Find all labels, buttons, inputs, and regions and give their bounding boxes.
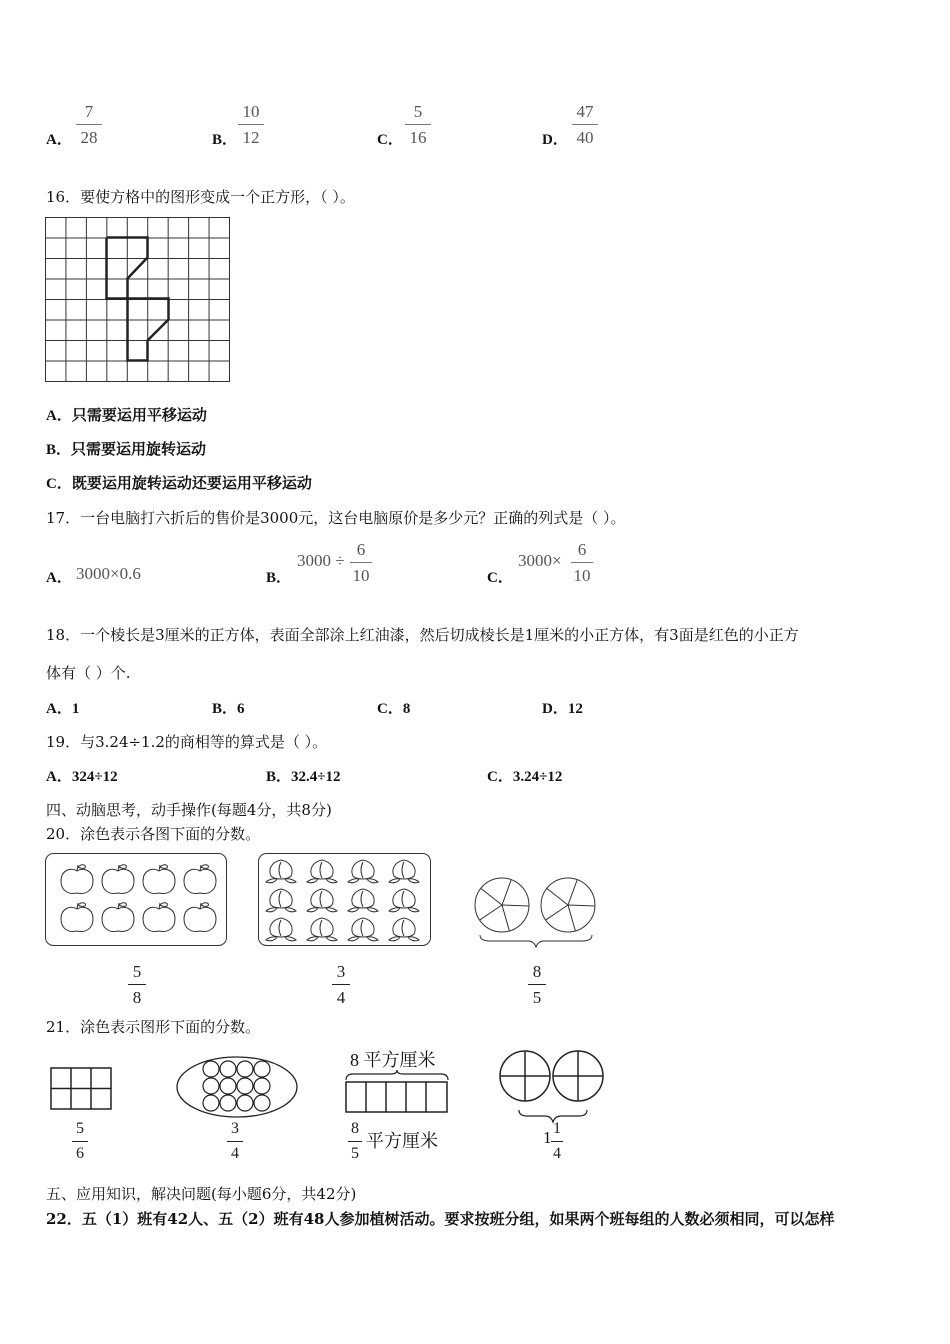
q21-circles-figure[interactable] [499, 1050, 607, 1128]
q19-option-c[interactable]: C．3.24÷12 [487, 769, 563, 785]
apple-icon [143, 903, 175, 932]
q18-stem-line1: 18．一个棱长是3厘米的正方体，表面全部涂上红油漆，然后切成棱长是1厘米的小正方体，有3面是红色的小正方 [46, 626, 799, 644]
q17-option-a-expr: 3000×0.6 [76, 564, 141, 583]
apple-icon [143, 865, 175, 894]
q20-circles-figure[interactable] [470, 877, 600, 955]
q21-fraction-4 [551, 1121, 563, 1162]
pie-icon [541, 878, 595, 932]
pie-icon [475, 878, 529, 932]
q16-option-c[interactable]: C．既要运用旋转运动还要运用平移运动 [46, 476, 312, 492]
peach-icon [266, 918, 296, 941]
small-circle [220, 1078, 236, 1094]
brace-top [346, 1070, 448, 1080]
numerator: 10 [242, 102, 260, 121]
small-circle [203, 1078, 219, 1094]
q16-shape [107, 238, 169, 361]
q16-option-a[interactable]: A．只需要运用平移运动 [46, 408, 207, 424]
denominator: 16 [409, 128, 427, 147]
peach-icon [389, 889, 419, 912]
small-circle [237, 1078, 253, 1094]
section-4-title: 四、动脑思考，动手操作(每题4分，共8分) [46, 801, 332, 819]
q20-fraction-2 [332, 963, 350, 1006]
peach-icon [348, 889, 378, 912]
q18-option-c[interactable]: C．8 [377, 701, 411, 717]
peach-icon [307, 918, 337, 941]
q15-option-d-fraction [572, 103, 598, 146]
small-circle [203, 1061, 219, 1077]
q17-stem: 17．一台电脑打六折后的售价是3000元，这台电脑原价是多少元？正确的列式是（ ）。 [46, 509, 626, 527]
apple-icon [61, 865, 93, 894]
peach-icon [348, 860, 378, 883]
apple-icon [102, 903, 134, 932]
q21-ellipse-figure[interactable] [175, 1055, 299, 1119]
brace [480, 935, 592, 947]
q16-stem: 16．要使方格中的图形变成一个正方形，（ ）。 [46, 188, 355, 206]
numerator: 6 [577, 540, 587, 559]
denominator: 4 [553, 1145, 561, 1162]
q17-option-b-label[interactable]: B． [266, 570, 292, 586]
q15-option-b-fraction [238, 103, 264, 146]
apple-icon [102, 865, 134, 894]
small-circle [220, 1061, 236, 1077]
q17-option-c-label[interactable]: C． [487, 570, 513, 586]
q15-option-c-label[interactable]: C． [377, 132, 403, 148]
small-circle [203, 1095, 219, 1111]
peach-icon [348, 918, 378, 941]
q19-option-b[interactable]: B．32.4÷12 [266, 769, 341, 785]
denominator: 6 [76, 1145, 84, 1162]
q15-option-c-fraction [405, 103, 431, 146]
q16-grid-figure [45, 217, 231, 383]
denominator: 4 [231, 1145, 239, 1162]
numerator: 5 [76, 1120, 84, 1137]
q15-option-a-fraction [76, 103, 102, 146]
denominator: 10 [573, 566, 591, 585]
peach-icon [266, 860, 296, 883]
q17-option-b-fraction [350, 541, 372, 584]
denominator: 8 [132, 988, 142, 1007]
denominator: 4 [336, 988, 346, 1007]
q20-peaches-figure[interactable] [258, 853, 432, 947]
peach-icon [389, 918, 419, 941]
numerator: 3 [231, 1120, 239, 1137]
q20-fraction-1 [128, 963, 146, 1006]
numerator: 8 [351, 1120, 359, 1137]
q21-fraction-3 [348, 1121, 362, 1162]
numerator: 8 [532, 962, 542, 981]
q20-apples-figure[interactable] [45, 853, 227, 947]
section-5-title: 五、应用知识，解决问题(每小题6分，共42分) [46, 1185, 357, 1203]
peach-icon [307, 860, 337, 883]
numerator: 47 [576, 102, 594, 121]
numerator: 5 [413, 102, 423, 121]
q17-option-c-fraction [571, 541, 593, 584]
small-circle [237, 1095, 253, 1111]
numerator: 7 [84, 102, 94, 121]
numerator: 6 [356, 540, 366, 559]
q21-fraction-1 [72, 1121, 88, 1162]
numerator: 5 [132, 962, 142, 981]
small-circle [220, 1095, 236, 1111]
denominator: 10 [352, 566, 370, 585]
q18-option-d[interactable]: D．12 [542, 701, 583, 717]
q21-area-unit: 平方厘米 [366, 1131, 438, 1151]
denominator: 28 [80, 128, 98, 147]
q17-option-b-expr: 3000 ÷ [297, 551, 345, 570]
q16-option-b[interactable]: B．只需要运用旋转运动 [46, 442, 207, 458]
q21-area-label-top: 8 平方厘米 [350, 1050, 436, 1070]
q15-option-d-label[interactable]: D． [542, 132, 568, 148]
q21-bar-figure[interactable] [345, 1070, 449, 1114]
q19-stem: 19．与3.24÷1.2的商相等的算式是（ ）。 [46, 733, 328, 751]
small-circle [254, 1078, 270, 1094]
small-circle [254, 1095, 270, 1111]
apple-icon [61, 903, 93, 932]
q21-rectangle-figure[interactable] [50, 1067, 112, 1111]
q18-option-b[interactable]: B．6 [212, 701, 245, 717]
small-circle [237, 1061, 253, 1077]
peach-icon [266, 889, 296, 912]
q20-fraction-3 [528, 963, 546, 1006]
q17-option-a-label[interactable]: A． [46, 570, 72, 586]
q15-option-b-label[interactable]: B． [212, 132, 238, 148]
q20-stem: 20．涂色表示各图下面的分数。 [46, 825, 261, 843]
numerator: 1 [553, 1120, 561, 1137]
peach-icon [307, 889, 337, 912]
q15-option-a-label[interactable]: A． [46, 132, 72, 148]
denominator: 5 [351, 1145, 359, 1162]
peach-icon [389, 860, 419, 883]
q17-option-c-expr: 3000× [518, 551, 562, 570]
q21-fraction-2 [227, 1121, 243, 1162]
q21-mixed-whole: 1 [543, 1128, 552, 1147]
q19-option-a[interactable]: A．324÷12 [46, 769, 118, 785]
q22-stem: 22．五（1）班有42人、五（2）班有48人参加植树活动。要求按班分组，如果两个班每组的人数必须相同，可以怎样 [46, 1210, 835, 1228]
apple-icon [184, 903, 216, 932]
denominator: 40 [576, 128, 594, 147]
small-circle [254, 1061, 270, 1077]
denominator: 5 [532, 988, 542, 1007]
q18-option-a[interactable]: A．1 [46, 701, 80, 717]
numerator: 3 [336, 962, 346, 981]
denominator: 12 [242, 128, 260, 147]
q21-stem: 21．涂色表示图形下面的分数。 [46, 1018, 261, 1036]
q18-stem-line2: 体有（ ）个. [46, 664, 131, 682]
apple-icon [184, 865, 216, 894]
